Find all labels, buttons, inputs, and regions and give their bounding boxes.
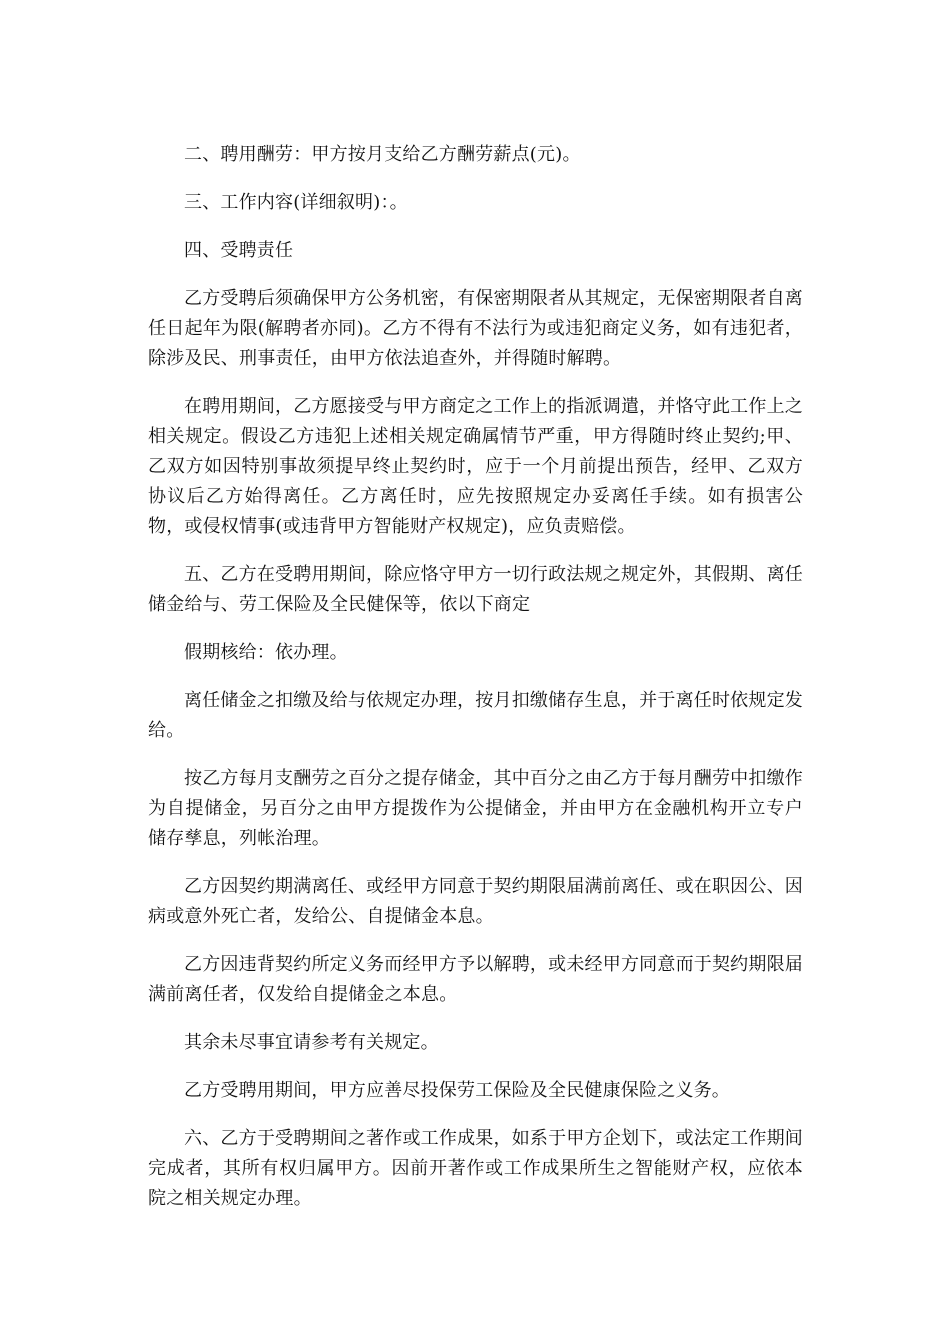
- paragraph-intellectual-property: 六、乙方于受聘期间之著作或工作成果，如系于甲方企划下，或法定工作期间完成者，其所有权归属甲方。因前开著作或工作成果所生之智能财产权，应依本院之相关规定办理。: [148, 1128, 803, 1209]
- paragraph-fund-contribution: 按乙方每月支酬劳之百分之提存储金，其中百分之由乙方于每月酬劳中扣缴作为自提储金，另百分之由甲方提拨作为公提储金，并由甲方在金融机构开立专户储存孳息，列帐治理。: [148, 768, 803, 849]
- paragraph-salary: 二、聘用酬劳：甲方按月支给乙方酬劳薪点(元)。: [184, 144, 581, 165]
- paragraph-insurance: 乙方受聘用期间，甲方应善尽投保劳工保险及全民健康保险之义务。: [184, 1080, 730, 1101]
- paragraph-work-content: 三、工作内容(详细叙明)：。: [184, 192, 408, 213]
- paragraph-other-matters: 其余未尽事宜请参考有关规定。: [184, 1032, 439, 1053]
- paragraph-benefits-heading: 五、乙方在受聘用期间，除应恪守甲方一切行政法规之规定外，其假期、离任储金给与、劳工保险及全民健保等，依以下商定: [148, 564, 803, 615]
- document-body: [148, 140, 803, 1232]
- paragraph-leave: 假期核给：依办理。: [184, 642, 348, 663]
- paragraph-severance-fund: 离任储金之扣缴及给与依规定办理，按月扣缴储存生息，并于离任时依规定发给。: [148, 690, 803, 741]
- paragraph-responsibility-heading: 四、受聘责任: [184, 240, 294, 261]
- paragraph-fund-dismissal: 乙方因违背契约所定义务而经甲方予以解聘，或未经甲方同意而于契约期限届满前离任者，仅发给自提储金之本息。: [148, 954, 803, 1005]
- paragraph-assignment-termination: 在聘用期间，乙方愿接受与甲方商定之工作上的指派调遣，并恪守此工作上之相关规定。假设乙方违犯上述相关规定确属情节严重，甲方得随时终止契约;甲、乙双方如因特别事故须提早终止契约时，应于一个月前提出预告，经甲、乙双方协议后乙方始得离任。乙方离任时，应先按照规定办妥离任手续。如有损害公物，或侵权情事(或违背甲方智能财产权规定)，应负责赔偿。: [148, 396, 803, 537]
- paragraph-fund-payout: 乙方因契约期满离任、或经甲方同意于契约期限届满前离任、或在职因公、因病或意外死亡者，发给公、自提储金本息。: [148, 876, 803, 927]
- paragraph-confidentiality: 乙方受聘后须确保甲方公务机密，有保密期限者从其规定，无保密期限者自离任日起年为限(解聘者亦同)。乙方不得有不法行为或违犯商定义务，如有违犯者，除涉及民、刑事责任，由甲方依法追查外，并得随时解聘。: [148, 288, 803, 369]
